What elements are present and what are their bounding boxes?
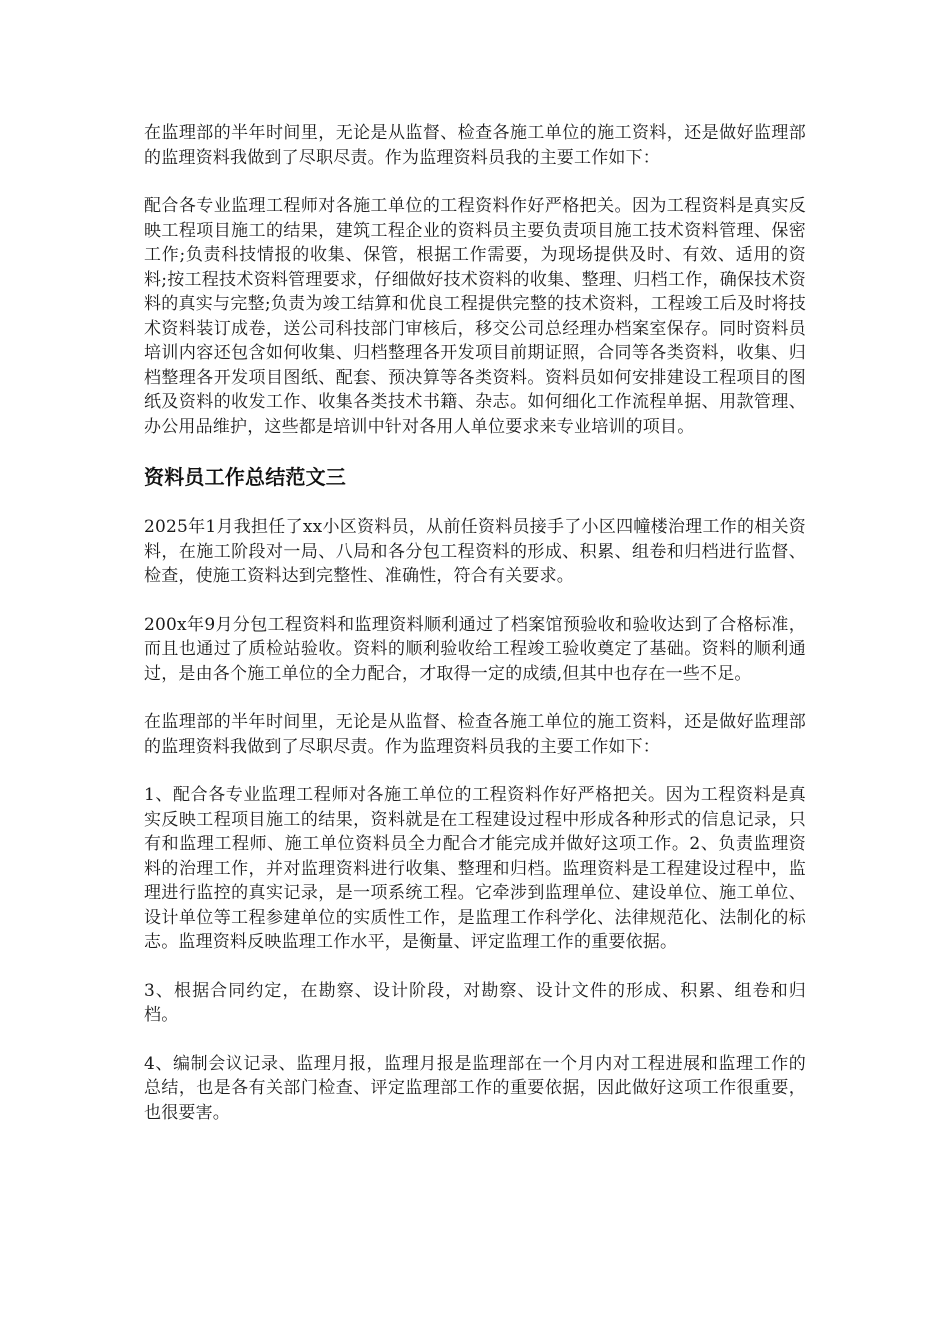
paragraph-duties: 配合各专业监理工程师对各施工单位的工程资料作好严格把关。因为工程资料是真实反映工程项目施工的结果，建筑工程企业的资料员主要负责项目施工技术资料管理、保密工作;负责科技情报的收集、保管，根据工作需要，为现场提供及时、有效、适用的资料;按工程技术资料管理要求，仔细做好技术资料的收集、整理、归档工作，确保技术资料的真实与完整;负责为竣工结算和优良工程提供完整的技术资料，工程竣工后及时将技术资料装订成卷，送公司科技部门审核后，移交公司总经理办档案室保存。同时资料员培训内容还包含如何收集、归档整理各开发项目前期证照，合同等各类资料，收集、归档整理各开发项目图纸、配套、预决算等各类资料。资料员如何安排建设工程项目的图纸及资料的收发工作、收集各类技术书籍、杂志。如何细化工作流程单据、用款管理、办公用品维护，这些都是培训中针对各用人单位要求来专业培训的项目。 — [144, 196, 806, 437]
paragraph-2025: 2025年1月我担任了xx小区资料员，从前任资料员接手了小区四幢楼治理工作的相关资料，在施工阶段对一局、八局和各分包工程资料的形成、积累、组卷和归档进行监督、检查，使施工资料达到完整性、准确性，符合有关要求。 — [144, 517, 806, 586]
paragraph-half-year: 在监理部的半年时间里，无论是从监督、检查各施工单位的施工资料，还是做好监理部的监理资料我做到了尽职尽责。作为监理资料员我的主要工作如下： — [144, 712, 806, 757]
paragraph-intro: 在监理部的半年时间里，无论是从监督、检查各施工单位的施工资料，还是做好监理部的监理资料我做到了尽职尽责。作为监理资料员我的主要工作如下： — [144, 123, 806, 168]
document-page — [144, 121, 806, 1149]
paragraph-item-4: 4、编制会议记录、监理月报，监理月报是监理部在一个月内对工程进展和监理工作的总结，也是各有关部门检查、评定监理部工作的重要依据，因此做好这项工作很重要，也很要害。 — [144, 1053, 806, 1123]
section-heading: 资料员工作总结范文三 — [144, 465, 346, 489]
paragraph-item-1-2: 1、配合各专业监理工程师对各施工单位的工程资料作好严格把关。因为工程资料是真实反映工程项目施工的结果，资料就是在工程建设过程中形成各种形式的信息记录，只有和监理工程师、施工单位资料员全力配合才能完成并做好这项工作。2、负责监理资料的治理工作，并对监理资料进行收集、整理和归档。监理资料是工程建设过程中，监理进行监控的真实记录，是一项系统工程。它牵涉到监理单位、建设单位、施工单位、设计单位等工程参建单位的实质性工作，是监理工作科学化、法律规范化、法制化的标志。监理资料反映监理工作水平，是衡量、评定监理工作的重要依据。 — [144, 785, 806, 952]
paragraph-200x: 200x年9月分包工程资料和监理资料顺利通过了档案馆预验收和验收达到了合格标准，而且也通过了质检站验收。资料的顺利验收给工程竣工验收奠定了基础。资料的顺利通过，是由各个施工单位的全力配合，才取得一定的成绩,但其中也存在一些不足。 — [144, 614, 806, 684]
paragraph-item-3: 3、根据合同约定，在勘察、设计阶段，对勘察、设计文件的形成、积累、组卷和归档。 — [144, 980, 806, 1025]
